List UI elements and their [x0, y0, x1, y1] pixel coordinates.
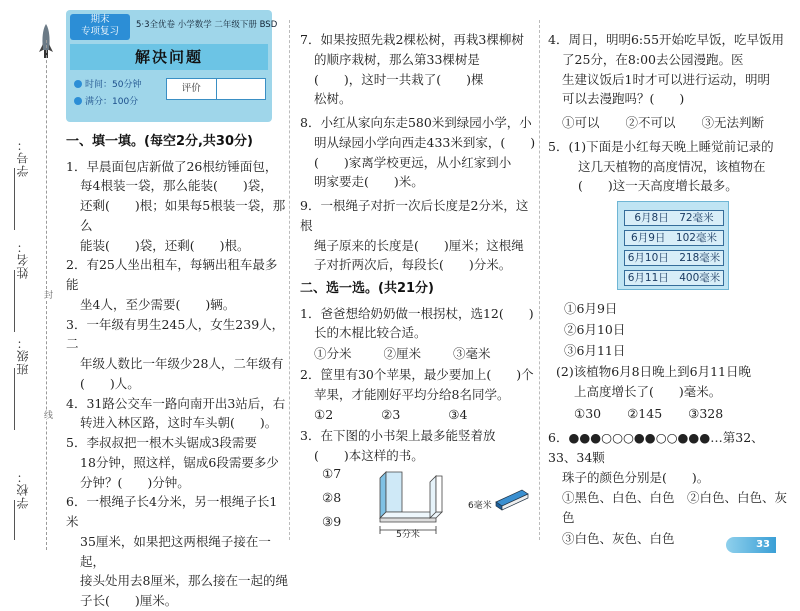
badge-line2: 专项复习	[80, 26, 119, 37]
column-divider	[539, 20, 540, 540]
option-a[interactable]: ①可以	[562, 115, 600, 130]
q21-line: 长的木棍比较合适。	[314, 325, 427, 341]
option-c[interactable]: ③无法判断	[701, 115, 764, 130]
option-b[interactable]: ②145	[627, 405, 663, 421]
option-b[interactable]: ②3	[381, 407, 401, 423]
series-label: 5·3全优卷 小学数学 二年级下册 BSD	[136, 20, 278, 30]
option-a[interactable]: ①分米	[314, 346, 352, 362]
q4-line: 生建议饭后1时才可以进行运动，明明	[562, 71, 770, 87]
q7-line: 松树。	[314, 91, 352, 107]
q1-line: 能装( )袋，还剩( )根。	[80, 237, 250, 253]
name-label: 姓名：	[16, 240, 30, 279]
q3-line: 3．一年级有男生245人，女生239人，二	[66, 316, 285, 352]
option-b[interactable]: ②不可以	[625, 115, 676, 130]
question-2-4	[548, 30, 792, 133]
q9-line: 绳子原来的长度是( )厘米；这根绳	[314, 237, 524, 253]
option-c[interactable]: ③6月11日	[564, 343, 626, 358]
q7-line: ( )，这时一共栽了( )棵	[314, 71, 484, 87]
time-text: 时间：50分钟	[85, 80, 142, 90]
page-title: 解决问题	[134, 48, 203, 66]
option-c[interactable]: ③毫米	[452, 346, 491, 362]
q22-line: 2．筐里有30个苹果，最少要加上( )个	[300, 366, 534, 382]
option-ab-line[interactable]: ①黑色、白色、白色 ②白色、白色、灰色	[562, 490, 788, 525]
student-no-blank[interactable]	[14, 168, 15, 230]
question-1-1	[66, 157, 288, 256]
table-row: 6月9日 102毫米	[624, 230, 724, 246]
q23-line: 3．在下图的小书架上最多能竖着放	[300, 428, 496, 444]
book-thickness-label: 6毫米	[468, 501, 492, 511]
question-1-9	[300, 196, 536, 275]
option-a[interactable]: ①30	[574, 405, 602, 421]
q21-line: 1．爸爸想给奶奶做一根拐杖，选12( )	[300, 305, 534, 321]
q5-line: 分钟？( )分钟。	[80, 474, 190, 490]
evaluation-label: 评价	[167, 79, 217, 99]
q5b-line: 上高度增长了( )毫米。	[574, 383, 722, 399]
option-a[interactable]: ①6月9日	[564, 301, 618, 316]
q9-line: 子对折两次后，每段长( )分米。	[314, 257, 512, 273]
q4-line: 4．周日，明明6:55开始吃早饭，吃早饭用	[548, 32, 785, 47]
plant-height-table	[617, 201, 729, 290]
q7-line: 7．如果按照先栽2棵松树，再栽3棵柳树	[300, 32, 524, 47]
q4-line: 4．31路公交车一路向南开出3站后，右	[66, 395, 286, 411]
badge-line1: 期末	[90, 14, 110, 25]
shelf-width-label: 5分米	[396, 530, 420, 540]
q1-line: 1．早晨面包店新做了26根纺锤面包，	[66, 158, 278, 174]
question-1-2	[66, 255, 288, 314]
q4-line: 可以去漫跑吗？( )	[562, 91, 685, 107]
q5-line: ( )这一天高度增长最多。	[578, 178, 738, 194]
q8-line: 8．小红从家向东走580米到绿园小学，小	[300, 115, 532, 130]
seal-mark-xian: 线	[42, 410, 52, 419]
page-number: 33	[726, 537, 776, 553]
q5-line: 5．李叔叔把一根木头锯成3段需要	[66, 435, 257, 451]
question-1-6	[66, 492, 288, 611]
full-score-text: 满分：100分	[85, 97, 139, 107]
q8-line: 明家要走( )米。	[314, 174, 424, 190]
q5b-line: (2)该植物6月8日晚上到6月11日晚	[556, 364, 751, 379]
q6-line: 35厘米，如果把这两根绳子接在一起，	[80, 533, 271, 569]
option-a[interactable]: ①7	[322, 466, 342, 481]
question-2-1	[300, 304, 536, 364]
name-blank[interactable]	[14, 270, 15, 332]
q23-line: ( )本这样的书。	[314, 447, 424, 463]
q1-line: 还剩( )根；如果每5根装一袋，那么	[80, 198, 286, 233]
column-1	[64, 0, 288, 609]
option-c-line[interactable]: ③白色、灰色、白色	[562, 530, 675, 546]
table-row: 6月11日 400毫米	[624, 270, 724, 286]
question-1-5	[66, 433, 288, 492]
student-no-label: 学号：	[16, 138, 30, 177]
column-divider	[289, 20, 290, 540]
q7-line: 的顺序栽树，那么第33棵树是	[314, 51, 480, 67]
question-1-3	[66, 315, 288, 394]
q22-line: 苹果，才能刚好平均分给8名同学。	[314, 386, 510, 402]
column-2	[296, 0, 534, 565]
option-c[interactable]: ③328	[688, 405, 724, 421]
q4-line: 了25分，在8:00去公园漫跑。医	[562, 51, 744, 67]
q2-line: 坐4人，至少需要( )辆。	[80, 296, 236, 312]
question-1-7	[300, 30, 536, 109]
q3-line: ( )人。	[80, 375, 140, 391]
option-c[interactable]: ③4	[448, 407, 468, 423]
binding-margin	[0, 0, 62, 565]
seal-mark-feng: 封	[42, 290, 52, 299]
q6-line: 6．一根绳子长4分米，另一根绳子长1米	[66, 494, 278, 530]
section1-title: 一、填一填。(每空2分,共30分)	[66, 134, 253, 149]
table-row: 6月8日 72毫米	[624, 210, 724, 226]
school-blank[interactable]	[14, 500, 15, 540]
q6-line: 接头处用去8厘米，那么接在一起的绳	[80, 573, 288, 589]
section2-title: 二、选一选。(共21分)	[300, 281, 434, 296]
q5-line: 18分钟，照这样，锯成6段需要多少	[80, 454, 279, 470]
option-a[interactable]: ①2	[314, 407, 334, 423]
q1-line: 每4根装一袋，那么能装( )袋，	[80, 178, 273, 194]
q5-line: 这几天植物的高度情况，该植物在	[578, 158, 766, 174]
q8-line: 明从绿园小学向西走433米到家，( )	[314, 134, 536, 150]
school-label: 学校：	[16, 470, 30, 509]
option-b[interactable]: ②8	[322, 490, 342, 505]
question-2-5	[548, 137, 792, 196]
option-b[interactable]: ②厘米	[383, 346, 421, 362]
question-2-2	[300, 365, 536, 425]
table-row: 6月10日 218毫米	[624, 250, 724, 266]
class-blank[interactable]	[14, 368, 15, 430]
question-1-4	[66, 394, 288, 434]
q6-line: 珠子的颜色分别是( )。	[562, 469, 710, 485]
q3-line: 年级人数比一年级少28人，二年级有	[80, 356, 284, 372]
class-label: 班级：	[16, 336, 30, 375]
option-b[interactable]: ②6月10日	[564, 322, 626, 337]
bookshelf-figure	[372, 458, 532, 540]
q4-line: 转进入林区路，这时车头朝( )。	[80, 415, 278, 431]
q2-line: 2．有25人坐出租车，每辆出租车最多能	[66, 257, 278, 293]
q5-line: 5．(1)下面是小红每天晚上睡觉前记录的	[548, 138, 774, 154]
question-1-8	[300, 113, 536, 192]
option-c[interactable]: ③9	[322, 514, 342, 529]
q6-line: 6．●●●○○○●●○○●●●…第32、33、34颗	[548, 430, 764, 465]
q6-line: 子长( )厘米。	[80, 593, 178, 609]
q9-line: 9．一根绳子对折一次后长度是2分米，这根	[300, 198, 529, 233]
q8-line: ( )家离学校更远，从小红家到小	[314, 154, 512, 170]
